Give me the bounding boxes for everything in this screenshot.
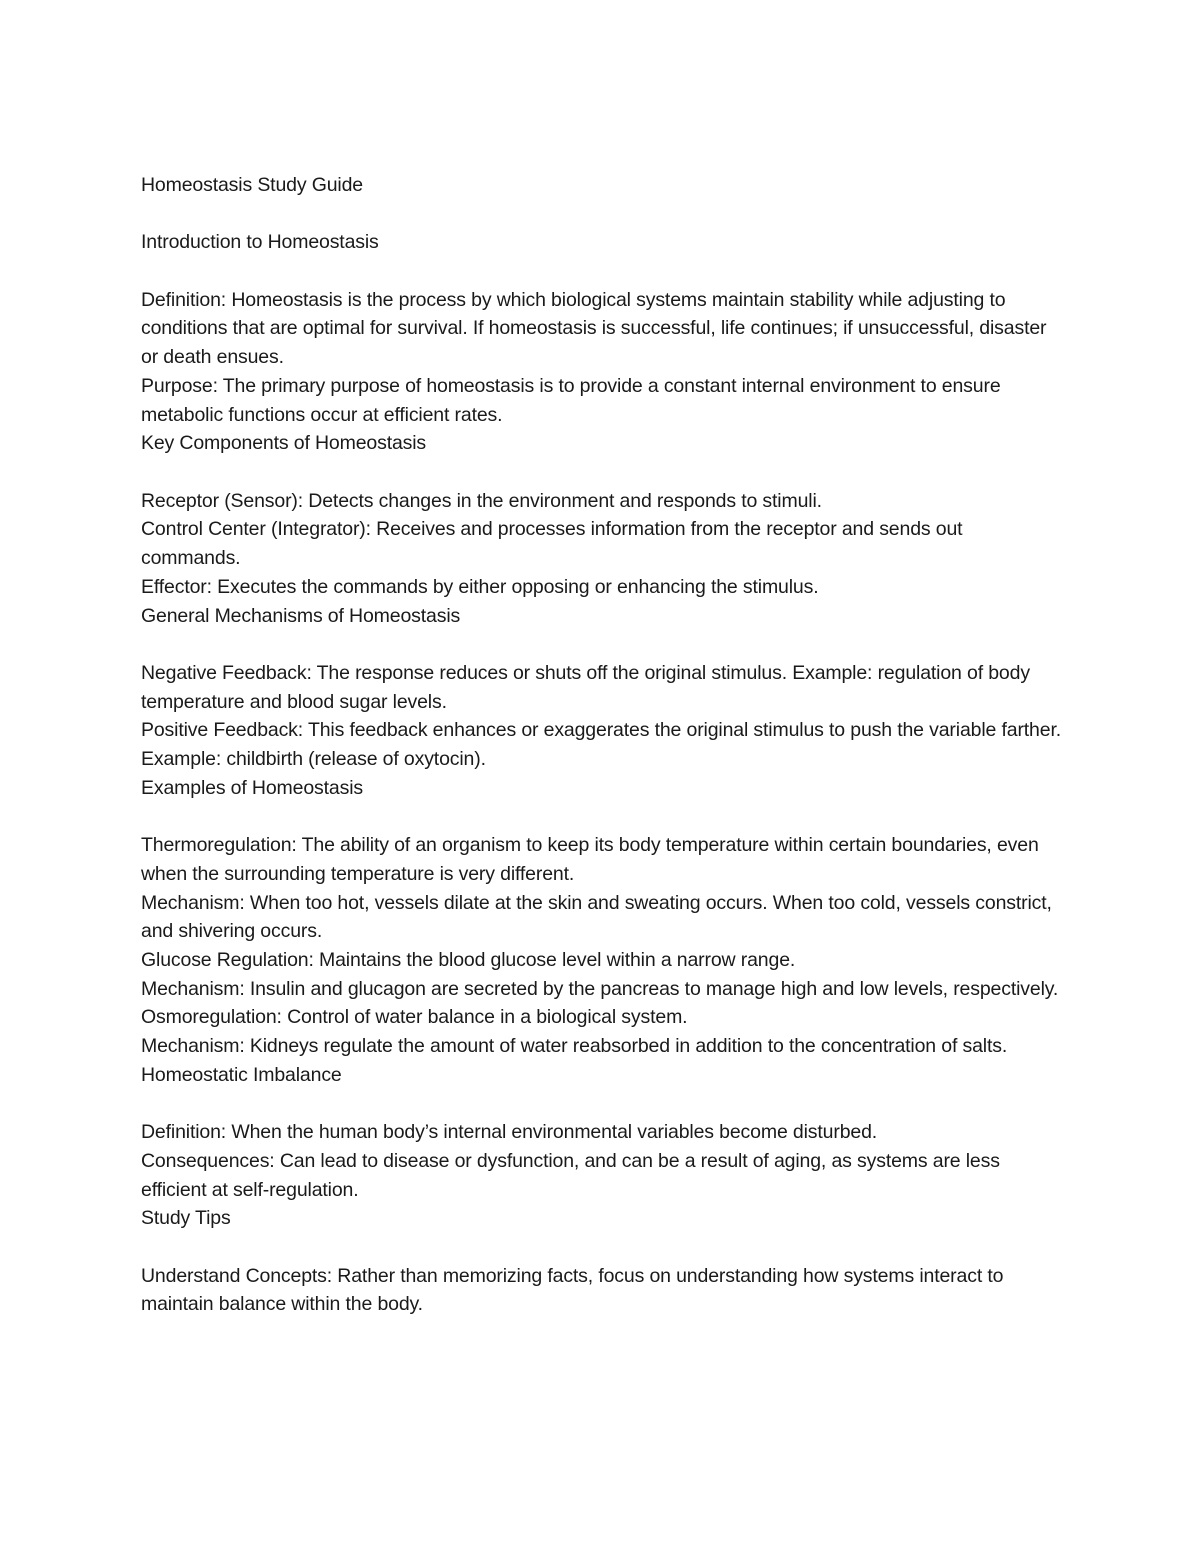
section-heading: Homeostatic Imbalance xyxy=(141,1063,342,1086)
paragraph: Thermoregulation: The ability of an organism to keep its body temperature within certain boundaries, even when the surrounding temperature is very different. xyxy=(141,834,1039,885)
paragraph: Purpose: The primary purpose of homeostasis is to provide a constant internal environment to ensure metabolic functions occur at efficient rates. xyxy=(141,374,1001,426)
section-heading: Examples of Homeostasis xyxy=(141,776,363,799)
spacer xyxy=(141,257,1066,286)
spacer xyxy=(141,630,1066,659)
section-heading: Study Tips xyxy=(141,1207,231,1230)
paragraph: Glucose Regulation: Maintains the blood glucose level within a narrow range. xyxy=(141,948,796,971)
document-title: Homeostasis Study Guide xyxy=(141,174,363,196)
paragraph: Understand Concepts: Rather than memorizing facts, focus on understanding how systems interact to maintain balance within the body. xyxy=(141,1264,1004,1316)
spacer xyxy=(141,802,1066,831)
paragraph: Positive Feedback: This feedback enhances or exaggerates the original stimulus to push the variable farther. Example: childbirth (release of oxytocin). xyxy=(141,719,1061,770)
spacer xyxy=(141,1233,1066,1262)
paragraph: Consequences: Can lead to disease or dysfunction, and can be a result of aging, as systems are less efficient at self-regulation. xyxy=(141,1149,1000,1201)
paragraph: Mechanism: Insulin and glucagon are secreted by the pancreas to manage high and low levels, respectively. xyxy=(141,977,1059,1000)
paragraph: Receptor (Sensor): Detects changes in the environment and responds to stimuli. xyxy=(141,489,822,512)
paragraph: Definition: When the human body’s internal environmental variables become disturbed. xyxy=(141,1121,878,1144)
paragraph: Mechanism: Kidneys regulate the amount of water reabsorbed in addition to the concentration of salts. xyxy=(141,1035,1008,1058)
section-heading: General Mechanisms of Homeostasis xyxy=(141,604,461,627)
paragraph: Effector: Executes the commands by either opposing or enhancing the stimulus. xyxy=(141,575,819,598)
spacer xyxy=(141,458,1066,487)
paragraph: Osmoregulation: Control of water balance in a biological system. xyxy=(141,1006,688,1029)
section-heading: Key Components of Homeostasis xyxy=(141,432,427,455)
paragraph: Negative Feedback: The response reduces or shuts off the original stimulus. Example: regulation of body temperature and blood sugar levels. xyxy=(141,661,1030,713)
paragraph: Control Center (Integrator): Receives and processes information from the receptor and sends out commands. xyxy=(141,518,963,570)
section-heading: Introduction to Homeostasis xyxy=(141,231,379,254)
paragraph: Mechanism: When too hot, vessels dilate at the skin and sweating occurs. When too cold, vessels constrict, and shivering occurs. xyxy=(141,891,1052,943)
paragraph: Definition: Homeostasis is the process by which biological systems maintain stability while adjusting to conditions that are optimal for survival. If homeostasis is successful, life continues; if unsuccessful, disaster or death ensues. xyxy=(141,288,1047,369)
spacer xyxy=(141,200,1066,229)
spacer xyxy=(141,1089,1066,1118)
document-body xyxy=(141,171,1066,1319)
